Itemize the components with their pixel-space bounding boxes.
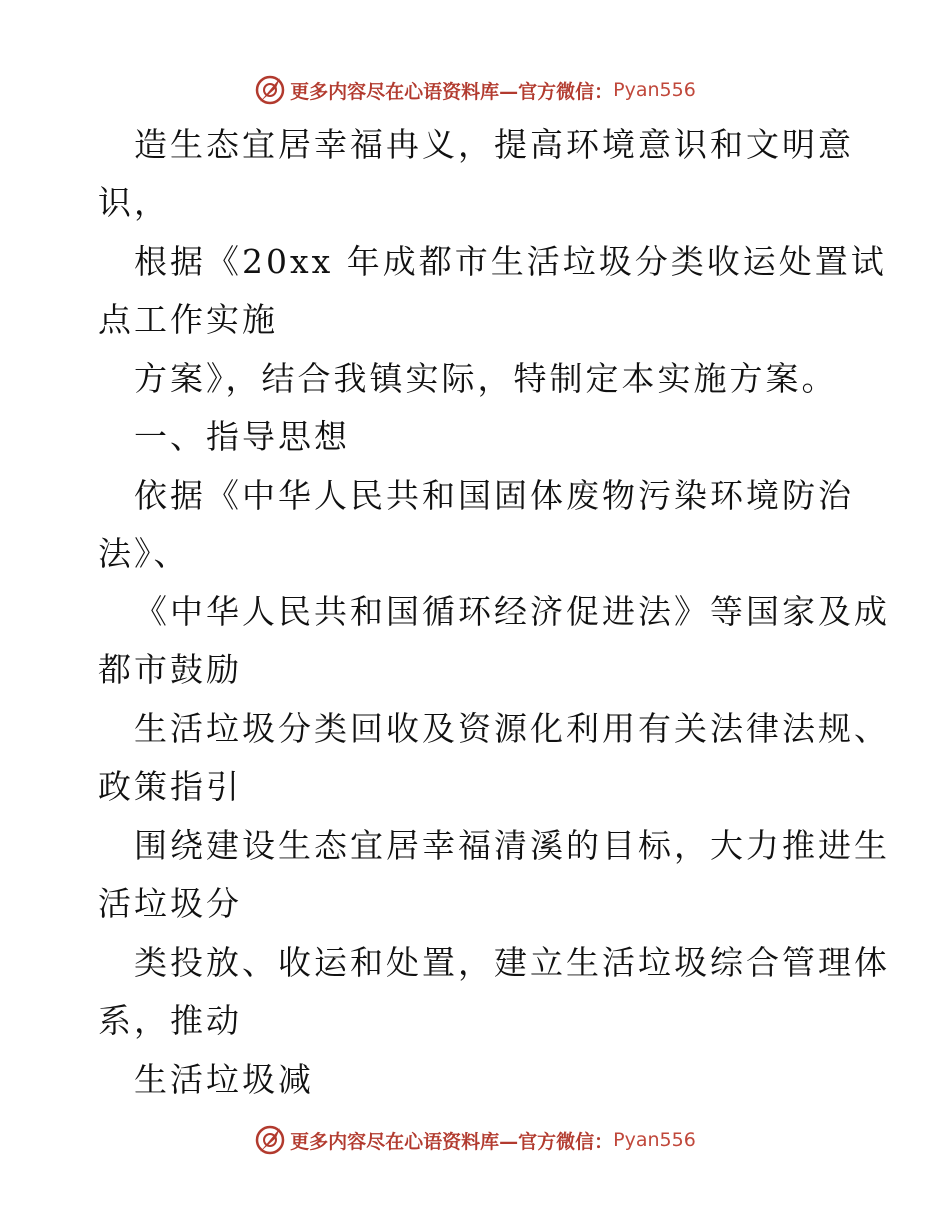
text-line: 活垃圾分: [98, 884, 242, 923]
header-banner: [0, 70, 950, 110]
footer-banner-text: 更多内容尽在心语资料库—官方微信：: [290, 1130, 614, 1153]
text-line: 生活垃圾分类回收及资源化利用有关法律法规、: [134, 709, 890, 748]
text-line: 法》、: [98, 534, 190, 573]
text-line: 围绕建设生态宜居幸福清溪的目标，大力推进生: [134, 826, 890, 865]
header-banner-contact: Pyan556: [613, 79, 696, 101]
quill-logo-icon: [254, 1124, 286, 1156]
header-banner-text: 更多内容尽在心语资料库—官方微信：: [290, 80, 614, 103]
text-line: 依据《中华人民共和国固体废物污染环境防治: [134, 476, 854, 515]
footer-banner-contact: Pyan556: [613, 1129, 696, 1151]
footer-banner: [0, 1120, 950, 1160]
text-line: 造生态宜居幸福冉义，提高环境意识和文明意: [134, 125, 854, 164]
text-line: 生活垃圾减: [134, 1060, 314, 1099]
text-line: 都市鼓励: [98, 650, 242, 689]
section-heading: 一、指导思想: [134, 417, 350, 456]
text-line: 识，: [98, 183, 170, 222]
text-line: 方案》，结合我镇实际，特制定本实施方案。: [134, 359, 838, 398]
quill-logo-icon: [254, 74, 286, 106]
text-line: 政策指引: [98, 767, 242, 806]
text-line: 类投放、收运和处置，建立生活垃圾综合管理体: [134, 943, 890, 982]
text-line: 系，推动: [98, 1001, 242, 1040]
text-line: 《中华人民共和国循环经济促进法》等国家及成: [134, 592, 890, 631]
text-line: 根据《20xx 年成都市生活垃圾分类收运处置试: [134, 242, 887, 281]
text-line: 点工作实施: [98, 300, 278, 339]
